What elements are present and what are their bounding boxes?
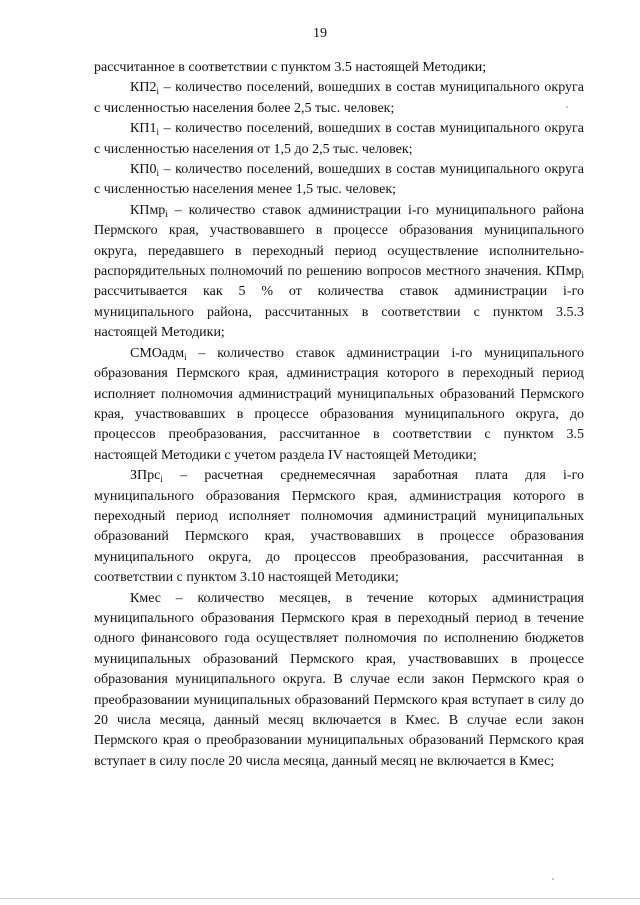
text-run: рассчитывается как 5 % от количества ставок администрации i-го муниципального района, рассчитанных в соответствии с пунктом 3.5.3 настоящей Методики;: [94, 284, 584, 341]
scan-speck: [552, 878, 554, 880]
paragraph: [94, 201, 584, 344]
text-run: КП2: [130, 80, 157, 96]
subscript-index: i: [184, 351, 187, 362]
page-number: 19: [313, 26, 327, 41]
text-run: рассчитанное в соответствии с пунктом 3.5 настоящей Методики;: [94, 60, 487, 75]
paragraph: [94, 466, 584, 588]
text-run: ЗПрс: [130, 468, 161, 484]
text-run: КП0: [130, 162, 157, 178]
body-text: [94, 58, 584, 772]
text-run: – количество ставок администрации i-го муниципального района Пермского края, участвовавшего в процессе образования муниципального округа, передавшего в переходный период осуществление исполнительно-распорядительных полномочий по решению вопросов местного значения. КПмр: [94, 202, 584, 280]
text-run: КПмр: [130, 202, 166, 218]
text-run: – расчетная среднемесячная заработная плата для i-го муниципального образования Пермского края, администрация которого в переходный период исполняет полномочия администраций муниципальных образований Пермского края, участвовавших в процессе образования муниципального округа, до процессов преобразования, рассчитанная в соответствии с пунктом 3.10 настоящей Методики;: [94, 468, 584, 586]
text-run: – количество ставок администрации i-го муниципального образования Пермского края, администрация которого в переходный период исполняет полномочия администраций муниципальных образований Пермского края, участвовавших в процессе образования муниципального округа, до процессов преобразования, рассчитанное в соответствии с пунктом 3.5 настоящей Методики с учетом раздела IV настоящей Методики;: [94, 345, 584, 463]
paragraph: [94, 589, 584, 773]
text-run: КП1: [130, 121, 157, 137]
scan-edge-line: [0, 898, 640, 899]
subscript-index: i: [165, 208, 168, 219]
subscript-index: i: [156, 86, 159, 97]
paragraph: [94, 119, 584, 160]
text-run: СМОадм: [130, 345, 185, 361]
subscript-index: i: [160, 474, 163, 485]
scan-speck: [566, 106, 568, 108]
text-run: – количество поселений, вошедших в состав муниципального округа с численностью населения от 1,5 до 2,5 тыс. человек;: [94, 121, 584, 157]
subscript-index: i: [156, 127, 159, 138]
subscript-index: i: [156, 168, 159, 179]
text-run: – количество поселений, вошедших в состав муниципального округа с численностью населения более 2,5 тыс. человек;: [94, 80, 584, 116]
paragraph: [94, 344, 584, 466]
paragraph: [94, 58, 584, 78]
paragraph: [94, 160, 584, 201]
text-run: Кмес – количество месяцев, в течение которых администрация муниципального образования Пермского края в переходный период в течение одного финансового года осуществляет полномочия по исполнению бюджетов муниципальных образований Пермского края, участвовавших в процессе образования муниципального округа. В случае если закон Пермского края о преобразовании муниципальных образований Пермского края вступает в силу до 20 числа месяца, данный месяц включается в Кмес. В случае если закон Пермского края о преобразовании муниципальных образований Пермского края вступает в силу после 20 числа месяца, данный месяц не включается в Кмес;: [94, 590, 584, 769]
paragraph: [94, 78, 584, 119]
text-run: – количество поселений, вошедших в состав муниципального округа с численностью населения менее 1,5 тыс. человек;: [94, 162, 584, 198]
subscript-index: i: [581, 270, 584, 281]
